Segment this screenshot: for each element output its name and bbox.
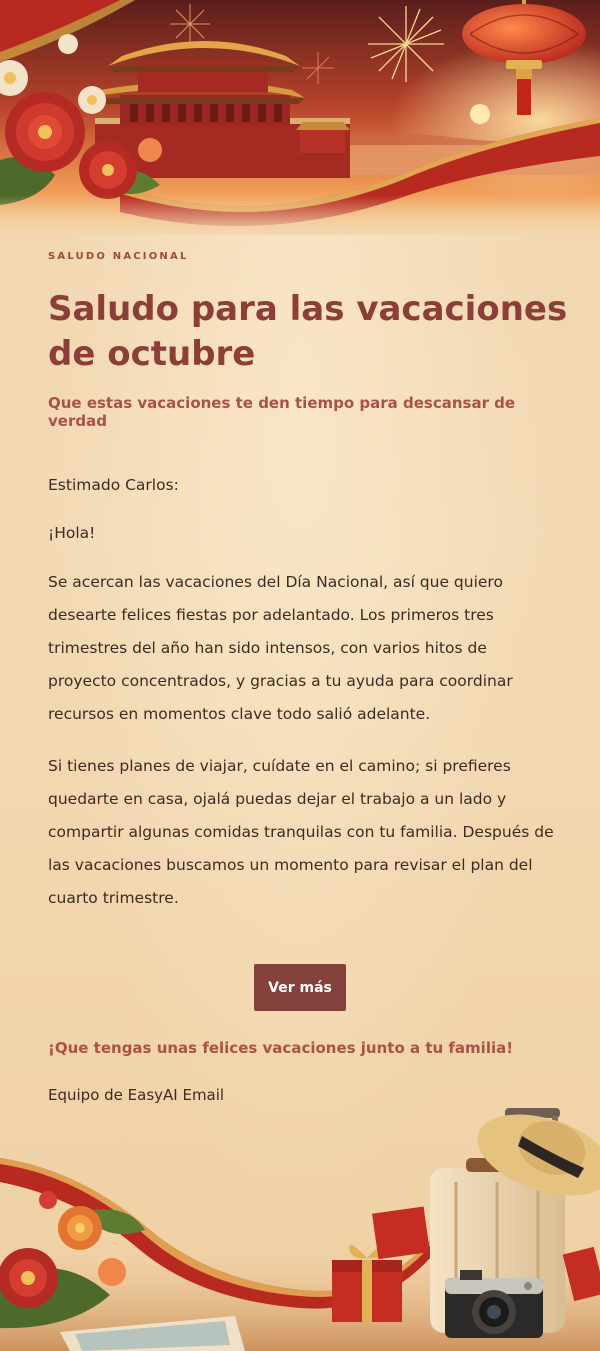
eyebrow-label: SALUDO NACIONAL xyxy=(48,251,189,262)
camera-icon xyxy=(445,1270,543,1338)
firework-icon xyxy=(368,6,444,82)
ver-mas-button[interactable]: Ver más xyxy=(254,964,346,1011)
page-subtitle: Que estas vacaciones te den tiempo para descansar de verdad xyxy=(48,394,516,430)
hello-text: ¡Hola! xyxy=(48,524,96,542)
closing-text: ¡Que tengas unas felices vacaciones junto a tu familia! xyxy=(48,1039,514,1057)
page-title: Saludo para las vacaciones de octubre xyxy=(48,289,568,374)
hero-banner xyxy=(0,0,600,235)
body-paragraph-1: Se acercan las vacaciones del Día Nacional, así que quiero desearte felices fiestas por adelantado. Los primeros tres trimestres del año han sido intensos, con varios hitos de proyecto concentrados, y gracias a tu ayuda para coordinar recursos en momentos clave todo salió adelante. xyxy=(48,573,513,723)
sunset-icon xyxy=(470,104,490,124)
body-paragraph-2: Si tienes planes de viajar, cuídate en el camino; si prefieres quedarte en casa, ojalá puedas dejar el trabajo a un lado y compartir algunas comidas tranquilas con tu familia. Después de las vacaciones buscamos un momento para revisar el plan del cuarto trimestre. xyxy=(48,757,554,907)
footer-illustration xyxy=(0,1100,600,1351)
greeting-text: Estimado Carlos: xyxy=(48,476,179,494)
signature-text: Equipo de EasyAI Email xyxy=(48,1086,225,1104)
